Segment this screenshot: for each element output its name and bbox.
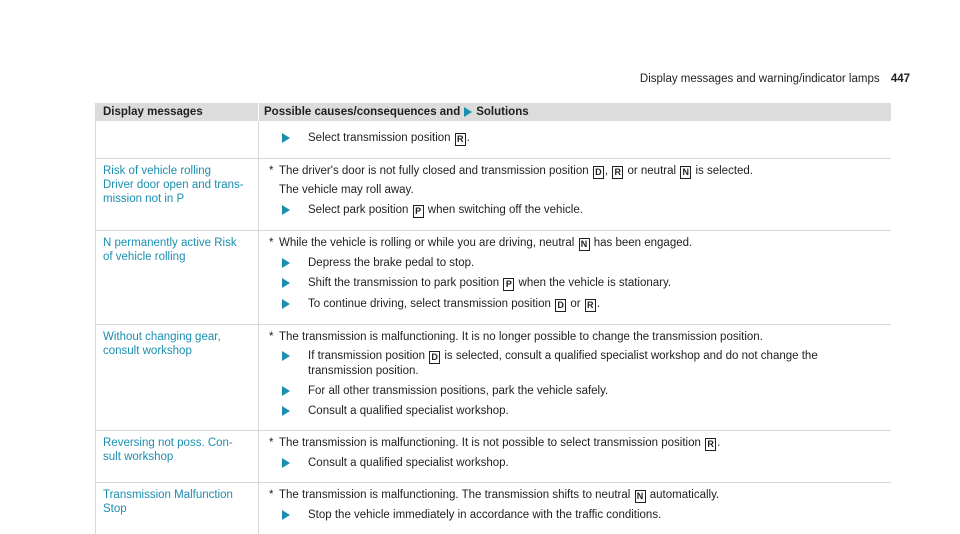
gear-r-icon: R xyxy=(612,166,623,179)
message-cell xyxy=(96,483,259,534)
step-text xyxy=(308,131,470,146)
causes-header-label: Possible causes/consequences and xyxy=(264,106,461,118)
gear-d-icon: D xyxy=(593,166,604,179)
solution-step xyxy=(279,256,881,270)
step-text-part: If transmission position xyxy=(308,350,425,362)
step-arrow-icon xyxy=(282,510,308,520)
step-text-part: or xyxy=(570,298,581,310)
solution-step xyxy=(279,203,881,218)
solution-cell xyxy=(259,231,891,324)
step-arrow-icon xyxy=(282,386,308,396)
asterisk-icon: * xyxy=(269,489,274,501)
message-line: Stop xyxy=(103,503,127,515)
cause-text-part: or neutral xyxy=(627,165,677,177)
step-text-part: Select park position xyxy=(308,204,409,216)
step-text xyxy=(308,297,600,312)
cause xyxy=(269,164,881,179)
solutions-header-label: Solutions xyxy=(476,106,529,118)
message-cell xyxy=(96,159,259,230)
step-arrow-icon xyxy=(282,299,308,309)
table-row xyxy=(96,431,891,483)
cause-text-part: The transmission is malfunctioning. It is not possible to select transmission position xyxy=(279,437,701,449)
solution-cell xyxy=(259,483,891,534)
step-arrow-icon xyxy=(282,205,308,215)
gear-r-icon: R xyxy=(585,299,596,312)
solution-step xyxy=(279,276,881,291)
step-arrow-icon xyxy=(282,458,308,468)
message-line: N permanently active Risk xyxy=(103,237,237,249)
table-row xyxy=(96,325,891,431)
solution-cell xyxy=(259,121,891,158)
column-header-causes-solutions xyxy=(259,103,891,121)
cause-text xyxy=(279,488,719,503)
step-arrow-icon xyxy=(282,278,308,288)
solution-step xyxy=(279,456,881,470)
message-line: Transmission Malfunction xyxy=(103,489,233,501)
step-text-part: To continue driving, select transmission position xyxy=(308,298,551,310)
cause-text: The transmission is malfunctioning. It is no longer possible to change the transmission position. xyxy=(279,331,763,343)
gear-n-icon: N xyxy=(680,166,691,179)
step-text: Depress the brake pedal to stop. xyxy=(308,257,475,269)
step-text-part: when the vehicle is stationary. xyxy=(518,277,672,289)
step-text-part: Select transmission position xyxy=(308,132,451,144)
message-line: Risk of vehicle rolling xyxy=(103,165,212,177)
step-text: Stop the vehicle immediately in accordance with the traffic conditions. xyxy=(308,509,662,521)
solution-step xyxy=(279,384,881,398)
step-arrow-icon xyxy=(282,406,308,416)
consequence-note: The vehicle may roll away. xyxy=(279,184,414,196)
solution-step xyxy=(279,508,881,522)
step-arrow-icon xyxy=(282,351,308,361)
cause-text-part: is selected. xyxy=(695,165,753,177)
cause-text-part: has been engaged. xyxy=(593,237,693,249)
gear-d-icon: D xyxy=(555,299,566,312)
cause-text-part: The driver's door is not fully closed and transmission position xyxy=(279,165,589,177)
message-line: sult workshop xyxy=(103,451,174,463)
step-arrow-icon xyxy=(282,133,308,143)
step-text: For all other transmission positions, park the vehicle safely. xyxy=(308,385,609,397)
step-arrow-icon xyxy=(282,258,308,268)
message-cell xyxy=(96,325,259,430)
cause xyxy=(269,436,881,451)
table-row xyxy=(96,483,891,534)
step-text: Consult a qualified specialist workshop. xyxy=(308,457,509,469)
cause-text xyxy=(279,164,753,179)
message-line: consult workshop xyxy=(103,345,192,357)
message-cell xyxy=(96,431,259,482)
asterisk-icon: * xyxy=(269,165,274,177)
message-cell xyxy=(96,121,259,158)
solution-step xyxy=(279,131,881,146)
solution-cell xyxy=(259,159,891,230)
cause xyxy=(269,488,881,503)
asterisk-icon: * xyxy=(269,237,274,249)
message-line: Reversing not poss. Con- xyxy=(103,437,233,449)
cause-text-part: , xyxy=(604,165,609,177)
cause-text-part: The transmission is malfunctioning. The transmission shifts to neutral xyxy=(279,489,631,501)
table-header-row xyxy=(96,103,891,121)
message-line: of vehicle rolling xyxy=(103,251,186,263)
solution-step xyxy=(279,349,881,378)
table-row xyxy=(96,159,891,231)
asterisk-icon: * xyxy=(269,331,274,343)
message-cell xyxy=(96,231,259,324)
cause-text-part: automatically. xyxy=(649,489,720,501)
gear-p-icon: P xyxy=(413,205,424,218)
solution-cell xyxy=(259,325,891,430)
table-row xyxy=(96,231,891,325)
page-header xyxy=(640,73,910,85)
cause-text-part: While the vehicle is rolling or while you are driving, neutral xyxy=(279,237,575,249)
cause xyxy=(269,236,881,251)
step-text-part: when switching off the vehicle. xyxy=(427,204,583,216)
asterisk-icon: * xyxy=(269,437,274,449)
step-text-part: Shift the transmission to park position xyxy=(308,277,500,289)
step-text xyxy=(308,203,583,218)
solution-cell xyxy=(259,431,891,482)
gear-p-icon: P xyxy=(503,278,514,291)
step-text-part: . xyxy=(596,298,600,310)
table-row xyxy=(96,121,891,159)
solution-step xyxy=(279,297,881,312)
cause-text xyxy=(279,436,720,451)
step-text-part: . xyxy=(466,132,470,144)
display-messages-table xyxy=(95,103,891,534)
cause-text xyxy=(279,236,692,251)
column-header-display-messages: Display messages xyxy=(96,103,259,121)
gear-r-icon: R xyxy=(455,133,466,146)
page-number: 447 xyxy=(890,73,910,85)
step-text xyxy=(308,276,671,291)
gear-d-icon: D xyxy=(429,351,440,364)
message-line: mission not in P xyxy=(103,193,185,205)
step-text: Consult a qualified specialist workshop. xyxy=(308,405,509,417)
cause-text-part: . xyxy=(717,437,721,449)
gear-r-icon: R xyxy=(705,438,716,451)
solution-step xyxy=(279,404,881,418)
gear-n-icon: N xyxy=(635,490,646,503)
solutions-arrow-icon xyxy=(464,107,472,117)
page-header-title: Display messages and warning/indicator lamps xyxy=(639,73,880,85)
cause xyxy=(269,330,881,344)
message-line: Driver door open and trans- xyxy=(103,179,244,191)
step-text xyxy=(308,349,881,378)
gear-n-icon: N xyxy=(579,238,590,251)
step-text-part: is selected, consult a qualified specialist workshop and do not change the transmission position. xyxy=(308,350,818,377)
message-line: Without changing gear, xyxy=(103,331,221,343)
